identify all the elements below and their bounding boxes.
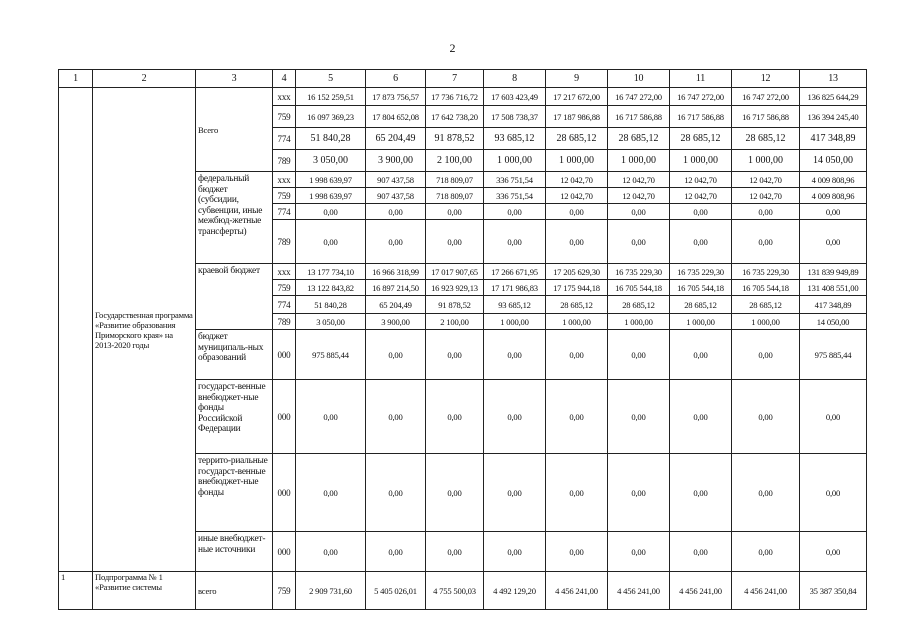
budget-code: 789	[273, 220, 296, 264]
funding-source: Всего	[196, 88, 273, 172]
value-cell: 0,00	[366, 454, 426, 532]
value-cell: 1 000,00	[546, 314, 608, 330]
value-cell: 3 900,00	[366, 314, 426, 330]
value-cell: 0,00	[732, 330, 800, 380]
value-cell: 0,00	[484, 220, 546, 264]
value-cell: 0,00	[608, 454, 670, 532]
value-cell: 16 717 586,88	[670, 106, 732, 128]
value-cell: 0,00	[546, 330, 608, 380]
value-cell: 0,00	[670, 220, 732, 264]
budget-code: 789	[273, 314, 296, 330]
value-cell: 0,00	[800, 220, 867, 264]
value-cell: 17 736 716,72	[426, 88, 484, 106]
value-cell: 0,00	[366, 204, 426, 220]
value-cell: 93 685,12	[484, 128, 546, 150]
header-cell: 6	[366, 70, 426, 88]
value-cell: 16 705 544,18	[670, 280, 732, 296]
budget-code: 759	[273, 572, 296, 610]
value-cell: 0,00	[484, 532, 546, 572]
value-cell: 1 000,00	[732, 314, 800, 330]
value-cell: 0,00	[608, 204, 670, 220]
value-cell: 17 171 986,83	[484, 280, 546, 296]
value-cell: 0,00	[426, 204, 484, 220]
value-cell: 0,00	[670, 330, 732, 380]
subprogram-name: Подпрограмма № 1 «Развитие системы	[93, 572, 196, 610]
value-cell: 0,00	[608, 380, 670, 454]
value-cell: 1 000,00	[484, 150, 546, 172]
value-cell: 131 839 949,89	[800, 264, 867, 280]
value-cell: 907 437,58	[366, 188, 426, 204]
header-cell: 13	[800, 70, 867, 88]
value-cell: 2 100,00	[426, 150, 484, 172]
value-cell: 17 642 738,20	[426, 106, 484, 128]
value-cell: 3 900,00	[366, 150, 426, 172]
value-cell: 16 735 229,30	[670, 264, 732, 280]
value-cell: 13 122 843,82	[296, 280, 366, 296]
budget-code: ххх	[273, 88, 296, 106]
header-cell: 4	[273, 70, 296, 88]
value-cell: 14 050,00	[800, 314, 867, 330]
budget-code: 774	[273, 296, 296, 314]
budget-table	[58, 69, 867, 610]
funding-source: краевой бюджет	[196, 264, 273, 330]
value-cell: 93 685,12	[484, 296, 546, 314]
subprogram-row	[59, 572, 867, 610]
value-cell: 16 705 544,18	[732, 280, 800, 296]
header-cell: 12	[732, 70, 800, 88]
table-row	[59, 88, 867, 106]
budget-code: 000	[273, 380, 296, 454]
value-cell: 136 394 245,40	[800, 106, 867, 128]
value-cell: 4 009 808,96	[800, 172, 867, 188]
value-cell: 0,00	[484, 380, 546, 454]
value-cell: 28 685,12	[546, 296, 608, 314]
value-cell: 35 387 350,84	[800, 572, 867, 610]
value-cell: 2 100,00	[426, 314, 484, 330]
value-cell: 907 437,58	[366, 172, 426, 188]
value-cell: 1 000,00	[608, 314, 670, 330]
value-cell: 0,00	[670, 454, 732, 532]
value-cell: 16 897 214,50	[366, 280, 426, 296]
header-cell: 2	[93, 70, 196, 88]
value-cell: 0,00	[366, 220, 426, 264]
value-cell: 1 000,00	[670, 314, 732, 330]
value-cell: 17 205 629,30	[546, 264, 608, 280]
value-cell: 417 348,89	[800, 128, 867, 150]
value-cell: 17 804 652,08	[366, 106, 426, 128]
value-cell: 12 042,70	[732, 172, 800, 188]
value-cell: 0,00	[800, 454, 867, 532]
value-cell: 12 042,70	[546, 188, 608, 204]
value-cell: 51 840,28	[296, 128, 366, 150]
value-cell: 0,00	[670, 204, 732, 220]
value-cell: 28 685,12	[732, 128, 800, 150]
value-cell: 28 685,12	[608, 296, 670, 314]
budget-code: 759	[273, 188, 296, 204]
value-cell: 0,00	[608, 220, 670, 264]
value-cell: 3 050,00	[296, 314, 366, 330]
value-cell: 4 456 241,00	[732, 572, 800, 610]
value-cell: 0,00	[426, 330, 484, 380]
value-cell: 0,00	[732, 454, 800, 532]
value-cell: 0,00	[296, 454, 366, 532]
value-cell: 1 998 639,97	[296, 188, 366, 204]
value-cell: 0,00	[296, 204, 366, 220]
value-cell: 975 885,44	[296, 330, 366, 380]
header-cell: 11	[670, 70, 732, 88]
value-cell: 17 175 944,18	[546, 280, 608, 296]
value-cell: 0,00	[426, 380, 484, 454]
budget-code: 000	[273, 532, 296, 572]
value-cell: 12 042,70	[608, 172, 670, 188]
value-cell: 17 873 756,57	[366, 88, 426, 106]
funding-source: федеральный бюджет (субсидии, субвенции, иные межбюд-жетные трансферты)	[196, 172, 273, 264]
value-cell: 0,00	[484, 454, 546, 532]
value-cell: 12 042,70	[608, 188, 670, 204]
header-cell: 7	[426, 70, 484, 88]
value-cell: 0,00	[608, 532, 670, 572]
program-name: Государственная программа «Развитие образования Приморского края» на 2013-2020 годы	[93, 88, 196, 572]
value-cell: 0,00	[366, 532, 426, 572]
value-cell: 28 685,12	[670, 296, 732, 314]
header-cell: 8	[484, 70, 546, 88]
funding-source: бюджет муниципаль-ных образований	[196, 330, 273, 380]
value-cell: 12 042,70	[732, 188, 800, 204]
value-cell: 0,00	[732, 380, 800, 454]
value-cell: 65 204,49	[366, 128, 426, 150]
value-cell: 0,00	[484, 204, 546, 220]
value-cell: 91 878,52	[426, 296, 484, 314]
value-cell: 17 217 672,00	[546, 88, 608, 106]
value-cell: 336 751,54	[484, 172, 546, 188]
budget-code: ххх	[273, 264, 296, 280]
funding-source: всего	[196, 572, 273, 610]
value-cell: 1 000,00	[732, 150, 800, 172]
value-cell: 17 187 986,88	[546, 106, 608, 128]
value-cell: 718 809,07	[426, 172, 484, 188]
budget-code: 774	[273, 128, 296, 150]
value-cell: 5 405 026,01	[366, 572, 426, 610]
value-cell: 2 909 731,60	[296, 572, 366, 610]
header-cell: 10	[608, 70, 670, 88]
value-cell: 131 408 551,00	[800, 280, 867, 296]
value-cell: 0,00	[484, 330, 546, 380]
budget-code: 000	[273, 330, 296, 380]
value-cell: 1 998 639,97	[296, 172, 366, 188]
value-cell: 16 966 318,99	[366, 264, 426, 280]
value-cell: 12 042,70	[670, 188, 732, 204]
value-cell: 0,00	[546, 204, 608, 220]
value-cell: 16 717 586,88	[608, 106, 670, 128]
value-cell: 0,00	[426, 454, 484, 532]
value-cell: 0,00	[296, 380, 366, 454]
budget-code: 774	[273, 204, 296, 220]
budget-code: 000	[273, 454, 296, 532]
value-cell: 0,00	[732, 220, 800, 264]
value-cell: 0,00	[670, 532, 732, 572]
value-cell: 718 809,07	[426, 188, 484, 204]
value-cell: 17 017 907,65	[426, 264, 484, 280]
subprogram-number: 1	[59, 572, 93, 610]
value-cell: 12 042,70	[670, 172, 732, 188]
value-cell: 4 456 241,00	[546, 572, 608, 610]
value-cell: 0,00	[800, 532, 867, 572]
funding-source: террито-риальные государст-венные внебюджет-ные фонды	[196, 454, 273, 532]
budget-code: 789	[273, 150, 296, 172]
value-cell: 28 685,12	[732, 296, 800, 314]
row-number-cell	[59, 88, 93, 572]
value-cell: 0,00	[366, 330, 426, 380]
value-cell: 16 747 272,00	[732, 88, 800, 106]
value-cell: 51 840,28	[296, 296, 366, 314]
value-cell: 1 000,00	[670, 150, 732, 172]
value-cell: 1 000,00	[484, 314, 546, 330]
value-cell: 4 009 808,96	[800, 188, 867, 204]
value-cell: 17 603 423,49	[484, 88, 546, 106]
budget-code: ххх	[273, 172, 296, 188]
value-cell: 65 204,49	[366, 296, 426, 314]
header-cell: 3	[196, 70, 273, 88]
value-cell: 13 177 734,10	[296, 264, 366, 280]
value-cell: 0,00	[800, 380, 867, 454]
budget-code: 759	[273, 106, 296, 128]
value-cell: 16 747 272,00	[608, 88, 670, 106]
value-cell: 417 348,89	[800, 296, 867, 314]
value-cell: 17 508 738,37	[484, 106, 546, 128]
funding-source: иные внебюджет-ные источники	[196, 532, 273, 572]
value-cell: 17 266 671,95	[484, 264, 546, 280]
funding-source: государст-венные внебюджет-ные фонды Российской Федерации	[196, 380, 273, 454]
value-cell: 16 923 929,13	[426, 280, 484, 296]
value-cell: 336 751,54	[484, 188, 546, 204]
value-cell: 0,00	[546, 532, 608, 572]
value-cell: 16 717 586,88	[732, 106, 800, 128]
value-cell: 16 097 369,23	[296, 106, 366, 128]
value-cell: 0,00	[546, 220, 608, 264]
value-cell: 0,00	[670, 380, 732, 454]
value-cell: 0,00	[800, 204, 867, 220]
value-cell: 16 152 259,51	[296, 88, 366, 106]
value-cell: 4 755 500,03	[426, 572, 484, 610]
value-cell: 3 050,00	[296, 150, 366, 172]
value-cell: 12 042,70	[546, 172, 608, 188]
value-cell: 136 825 644,29	[800, 88, 867, 106]
header-row	[59, 70, 867, 88]
value-cell: 4 456 241,00	[670, 572, 732, 610]
header-cell: 5	[296, 70, 366, 88]
value-cell: 14 050,00	[800, 150, 867, 172]
value-cell: 0,00	[608, 330, 670, 380]
value-cell: 0,00	[732, 532, 800, 572]
value-cell: 4 492 129,20	[484, 572, 546, 610]
budget-code: 759	[273, 280, 296, 296]
value-cell: 16 705 544,18	[608, 280, 670, 296]
value-cell: 0,00	[546, 380, 608, 454]
value-cell: 1 000,00	[546, 150, 608, 172]
value-cell: 4 456 241,00	[608, 572, 670, 610]
header-cell: 1	[59, 70, 93, 88]
value-cell: 16 735 229,30	[608, 264, 670, 280]
page-number: 2	[449, 41, 456, 55]
value-cell: 91 878,52	[426, 128, 484, 150]
value-cell: 1 000,00	[608, 150, 670, 172]
value-cell: 0,00	[426, 220, 484, 264]
value-cell: 28 685,12	[546, 128, 608, 150]
value-cell: 28 685,12	[608, 128, 670, 150]
value-cell: 0,00	[546, 454, 608, 532]
value-cell: 28 685,12	[670, 128, 732, 150]
value-cell: 0,00	[296, 220, 366, 264]
header-cell: 9	[546, 70, 608, 88]
value-cell: 16 747 272,00	[670, 88, 732, 106]
value-cell: 0,00	[426, 532, 484, 572]
value-cell: 0,00	[732, 204, 800, 220]
value-cell: 0,00	[366, 380, 426, 454]
value-cell: 0,00	[296, 532, 366, 572]
value-cell: 16 735 229,30	[732, 264, 800, 280]
value-cell: 975 885,44	[800, 330, 867, 380]
